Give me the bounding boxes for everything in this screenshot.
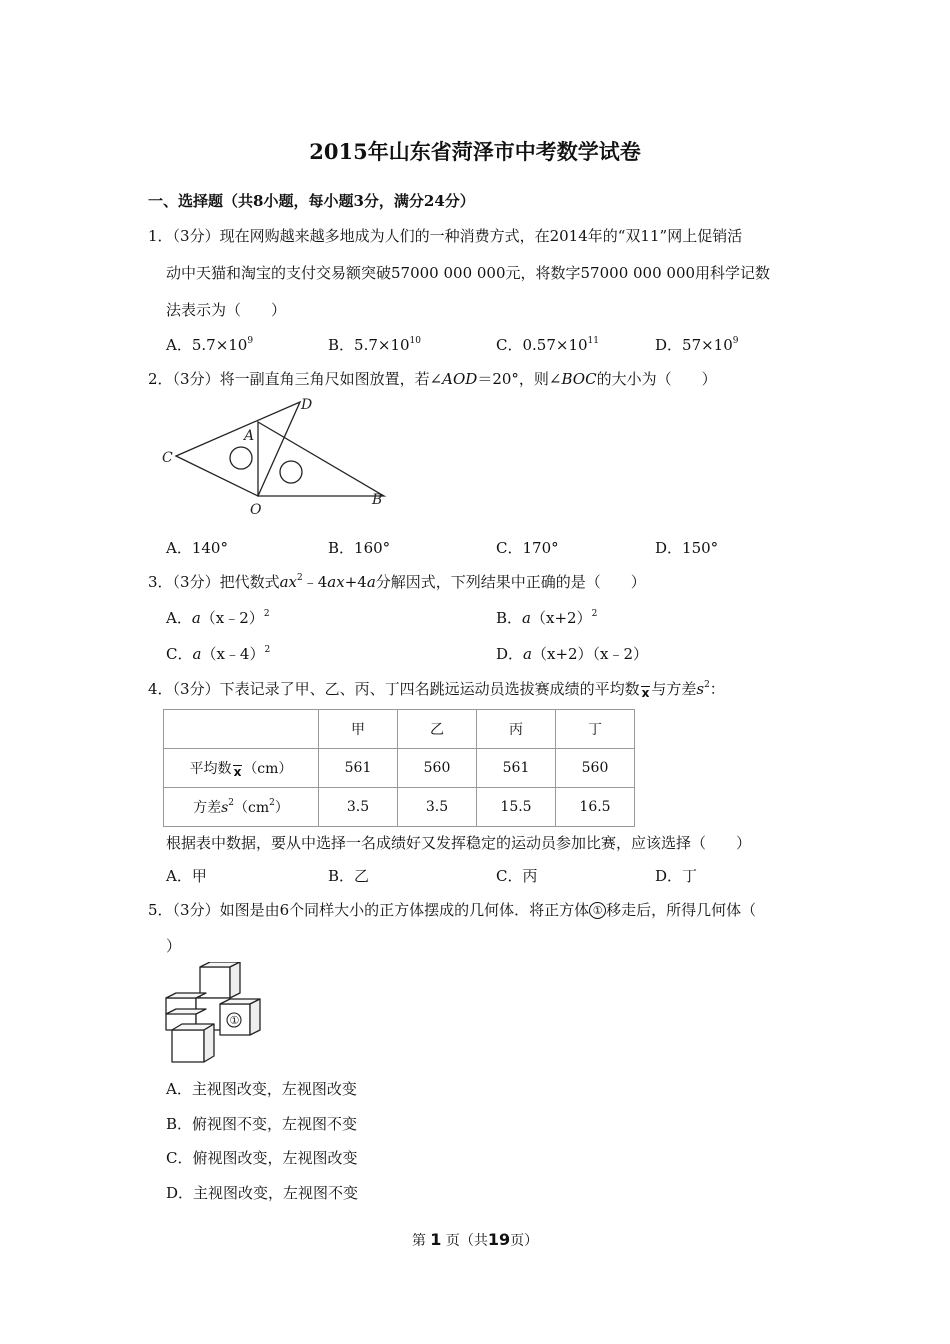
q1-line3: 法表示为（ ） xyxy=(166,301,287,319)
q3-option-a: A．a（x﹣2）$^2$ xyxy=(166,609,270,627)
table-cell: 3.5 xyxy=(319,788,398,827)
q2-option-d: D．150° xyxy=(655,539,719,557)
table-header-cell: 甲 xyxy=(319,710,398,749)
q2-option-b: B．160° xyxy=(328,539,391,557)
label-b: B xyxy=(372,492,383,508)
q4-stem: 4．（3分）下表记录了甲、乙、丙、丁四名跳远运动员选拔赛成绩的平均数 x 与方差$s^2$： xyxy=(148,680,725,700)
label-c: C xyxy=(162,450,173,466)
xbar-symbol: x xyxy=(641,686,650,700)
q4-option-c: C．丙 xyxy=(496,867,538,885)
table-cell: 3.5 xyxy=(398,788,477,827)
table-header-cell: 丙 xyxy=(477,710,556,749)
label-d: D xyxy=(301,397,313,413)
table-cell: 16.5 xyxy=(556,788,635,827)
q5-option-c: C．俯视图改变，左视图改变 xyxy=(166,1149,358,1167)
q4-option-d: D．丁 xyxy=(655,867,698,885)
q2-option-c: C．170° xyxy=(496,539,559,557)
table-header-cell xyxy=(164,710,319,749)
table-header-cell: 丁 xyxy=(556,710,635,749)
table-row xyxy=(164,749,635,788)
label-a: A xyxy=(244,428,255,444)
circled-one: ① xyxy=(589,902,606,919)
q2-stem: 2．（3分）将一副直角三角尺如图放置，若∠AOD＝20°，则∠BOC的大小为（ ） xyxy=(148,370,717,388)
table-cell: 561 xyxy=(319,749,398,788)
table-cell: 560 xyxy=(398,749,477,788)
q4-after-table: 根据表中数据，要从中选择一名成绩好又发挥稳定的运动员参加比赛，应该选择（ ） xyxy=(166,834,752,852)
page-number: 1 xyxy=(430,1230,442,1249)
q4-option-b: B．乙 xyxy=(328,867,370,885)
q5-line1: 5．（3分）如图是由6个同样大小的正方体摆成的几何体．将正方体 ① 移走后，所得几何体（ xyxy=(148,901,757,919)
q5-option-d: D．主视图改变，左视图不变 xyxy=(166,1184,359,1202)
table-row xyxy=(164,788,635,827)
q3-option-b: B．$a(x+2)^2$ xyxy=(496,609,598,627)
cube-label: ① xyxy=(229,1014,240,1027)
table-cell: 15.5 xyxy=(477,788,556,827)
cube-figure xyxy=(160,962,270,1066)
q1-option-d: D．$57\times 10^9$ xyxy=(655,336,739,354)
q5-option-a: A．主视图改变，左视图改变 xyxy=(166,1080,357,1098)
q2-option-a: A．140° xyxy=(166,539,228,557)
table-cell: 561 xyxy=(477,749,556,788)
row-label-mean: 平均数 x （cm） xyxy=(164,749,319,788)
page-total: 19 xyxy=(487,1230,511,1249)
section-heading: 一、选择题（共8小题，每小题3分，满分24分） xyxy=(148,192,475,210)
q1-option-b: B．$5.7\times 10^{10}$ xyxy=(328,336,421,354)
q1-option-a: A．$5.7\times 10^9$ xyxy=(166,336,254,354)
q5-option-b: B．俯视图不变，左视图不变 xyxy=(166,1115,358,1133)
row-label-variance: 方差$s^2(cm^2)$ xyxy=(164,788,319,827)
q1-line1: 1．（3分）现在网购越来越多地成为人们的一种消费方式，在2014年的“双11”网上促销活 xyxy=(148,227,743,245)
page-title: 2015年山东省菏泽市中考数学试卷 xyxy=(309,139,641,164)
q1-option-c: C．$0.57\times 10^{11}$ xyxy=(496,336,599,354)
q1-line2: 动中天猫和淘宝的支付交易额突破57000 000 000元，将数字57000 000 000用科学记数 xyxy=(166,264,771,282)
q3-stem: 3．（3分）把代数式$ax^2﹣4ax+4a$分解因式，下列结果中正确的是（ ） xyxy=(148,573,646,591)
q3-option-d: D．a（x+2）（x﹣2） xyxy=(496,645,649,663)
table-header-row xyxy=(164,710,635,749)
table-header-cell: 乙 xyxy=(398,710,477,749)
label-o: O xyxy=(250,502,262,518)
q3-option-c: C．a（x﹣4）$^2$ xyxy=(166,645,271,663)
xbar-symbol: x xyxy=(233,765,242,779)
q5-line2: ） xyxy=(166,937,182,955)
table-cell: 560 xyxy=(556,749,635,788)
page-footer: 第 1 页（共19页） xyxy=(411,1230,539,1249)
q4-option-a: A．甲 xyxy=(166,867,207,885)
stats-table xyxy=(163,709,635,827)
triangle-figure xyxy=(158,392,398,522)
